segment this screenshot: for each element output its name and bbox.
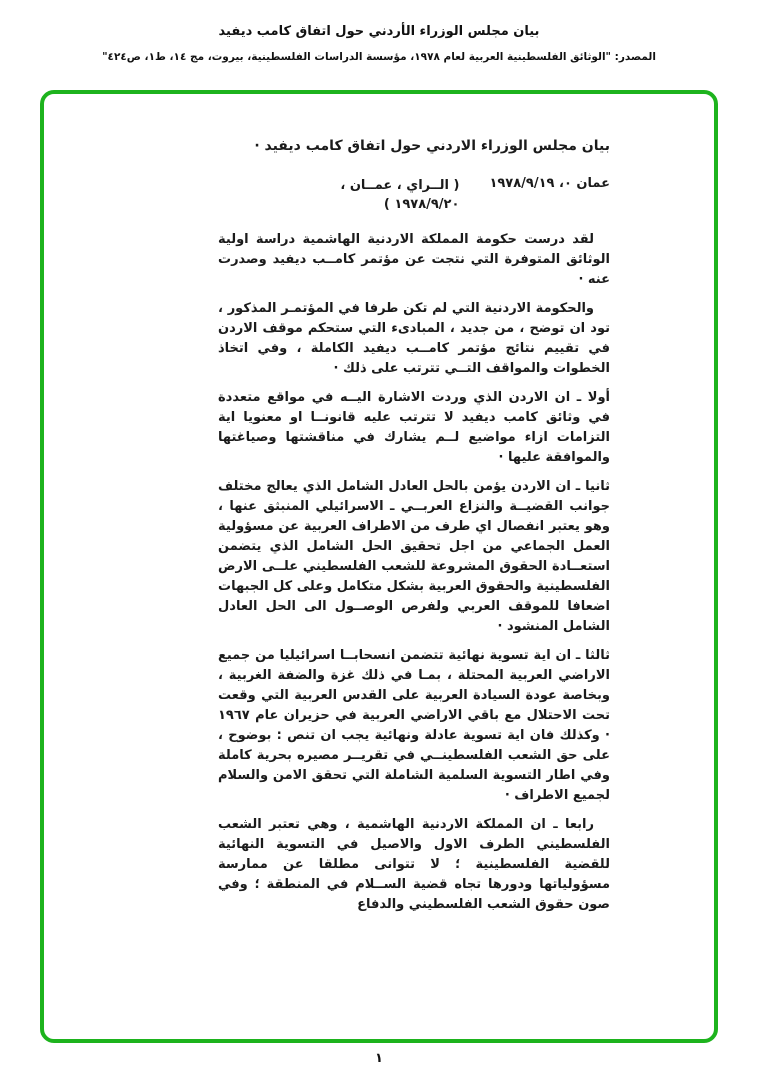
document-content <box>218 138 610 924</box>
paragraph-intro-2: والحكومة الاردنية التي لم تكن طرفا في المؤتمـر المذكور ، تود ان توضح ، من جديد ، المبادىء التي ستحكم موقف الاردن في تقييم نتائج مؤتمر كامــب ديفيد الكاملة ، وفي اتخاذ الخطوات والمواقف التــي تترتب على ذلك · <box>218 301 610 376</box>
document-title: بيان مجلس الوزراء الاردني حول اتفاق كامب ديفيد · <box>254 138 610 154</box>
scanned-document-frame <box>40 90 718 1043</box>
header-source: المصدر: "الوثائق الفلسطينية العربية لعام ١٩٧٨، مؤسسة الدراسات الفلسطينية، بيروت، مج ١٤، ط١، ص٤٢٤" <box>102 51 656 63</box>
header-title: بيان مجلس الوزراء الأردني حول اتفاق كامب ديفيد <box>218 24 540 39</box>
dateline-place-date: عمان ٠، ١٩٧٨/٩/١٩ <box>489 176 610 191</box>
paragraph-point-fourth: رابعا ـ ان المملكة الاردنية الهاشمية ، وهي تعتبر الشعب الفلسطيني الطرف الاول والاصيل في التسوية النهائية للقضية الفلسطينية ؛ لا تتوانى مطلقا عن ممارسة مسؤولياتها ودورها تجاه قضية الســلام في المنطقة ؛ وفي صون حقوق الشعب الفلسطيني والدفاع <box>218 817 610 912</box>
paragraph-point-third: ثالثا ـ ان اية تسوية نهائية تتضمن انسحابــا اسرائيليا من جميع الاراضي العربية المحتلة ، بمـا في ذلك غزة والضفة الغربية ، وبخاصة عودة السيادة العربية على القدس العربية التي وقعت تحت الاحتلال مع باقي الاراضي العربية في حزيران عام ١٩٦٧ · وكذلك فان اية تسوية عادلة ونهائية يجب ان تنص : بوضوح ، على حق الشعب الفلسطينــي في تقريــر مصيره بحرية كاملة وفي اطار التسوية السلمية الشاملة التي تحقق الامن والسلام لجميع الاطراف · <box>218 648 610 803</box>
page-number: ١ <box>375 1051 383 1066</box>
paragraph-point-second: ثانيا ـ ان الاردن يؤمن بالحل العادل الشامل الذي يعالج مختلف جوانب القضيــة والنزاع العربــي ـ الاسرائيلي المنبثق عنها ، وهو يعتبر انفصال اي طرف من الاطراف العربية عن مسؤولية العمل الجماعي من اجل تحقيق الحل الشامل الذي يتضمن استعــادة الحقوق المشروعة للشعب الفلسطيني علــى الارض الفلسطينية والحقوق العربية بشكل متكامل وعلى كل الجبهات اضعافا للموقف العربي ولفرص الوصــول الى الحل العادل الشامل المنشود · <box>218 479 610 634</box>
paragraph-point-first: أولا ـ ان الاردن الذي وردت الاشارة اليــه في مواقع متعددة في وثائق كامب ديفيد لا تترتب عليه قانونــا او معنويا اية التزامات ازاء مواضيع لــم يشارك في مناقشتها وصياغتها والموافقة عليها · <box>218 390 610 465</box>
document-dateline <box>218 176 610 214</box>
page-header <box>0 24 758 63</box>
dateline-newspaper-source: ( الــراي ، عمــان ، ١٩٧٨/٩/٢٠ ) <box>340 178 460 212</box>
paragraph-intro-1: لقد درست حكومة المملكة الاردنية الهاشمية دراسة اولية الوثائق المتوفرة التي نتجت عن مؤتمر كامــب ديفيد وصدرت عنه · <box>218 232 610 287</box>
